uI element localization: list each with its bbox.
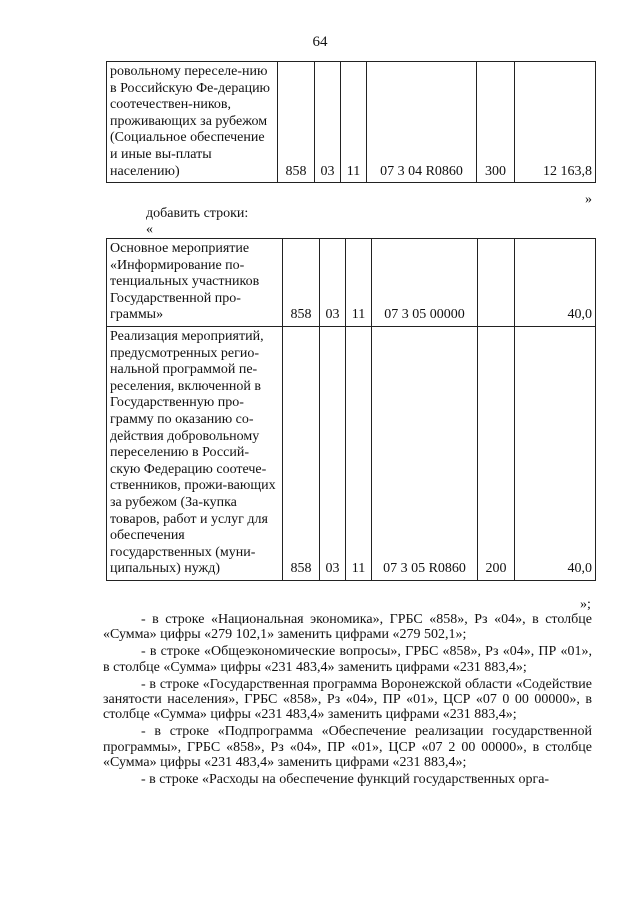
vr-cell [478, 239, 515, 327]
vr-cell: 200 [478, 326, 515, 580]
vr-cell: 300 [477, 62, 515, 183]
closing-quote-semicolon: »; [580, 597, 591, 612]
rz-cell: 03 [320, 239, 346, 327]
grbs-cell: 858 [278, 62, 315, 183]
table-row [107, 239, 596, 327]
row-name: Реализация мероприятий, предусмотренных регио-нальной программой пе-реселения, включенной в Государственную про-грамму по оказанию со-действия добровольному переселению в Россий-скую Федерацию соотече-ственников, прожи-вающих за рубежом (За-купка товаров, работ и услуг для обеспечения государственных (муни-ципальных) нужд) [107, 326, 283, 580]
add-rows-label: добавить строки: [146, 206, 249, 221]
pr-cell: 11 [346, 239, 372, 327]
rz-cell: 03 [320, 326, 346, 580]
pr-cell: 11 [346, 326, 372, 580]
row-name: Основное мероприятие «Информирование по-тенциальных участников Государственной про-граммы» [107, 239, 283, 327]
budget-table-previous [106, 61, 596, 183]
table-row [107, 326, 596, 580]
sum-cell: 40,0 [515, 326, 596, 580]
amendment-text [103, 612, 592, 789]
table-row [107, 62, 596, 183]
amendment-paragraph: - в строке «Государственная программа Воронежской области «Содействие занятости населения», ГРБС «858», Рз «04», ПР «01», ЦСР «07 0 00 00000», в столбце «Сумма» цифры «231 483,4» заменить цифрами «231 883,4»; [103, 676, 592, 723]
amendment-paragraph: - в строке «Общеэкономические вопросы», ГРБС «858», Рз «04», ПР «01», в столбце «Сумма» цифры «231 483,4» заменить цифрами «231 883,4»; [103, 644, 592, 675]
csr-cell: 07 3 05 R0860 [372, 326, 478, 580]
csr-cell: 07 3 04 R0860 [367, 62, 477, 183]
amendment-paragraph: - в строке «Подпрограмма «Обеспечение реализации государственной программы», ГРБС «858», Рз «04», ПР «01», ЦСР «07 2 00 00000», в столбце «Сумма» цифры «231 483,4» заменить цифрами «231 883,4»; [103, 724, 592, 770]
rz-cell: 03 [315, 62, 341, 183]
pr-cell: 11 [341, 62, 367, 183]
csr-cell: 07 3 05 00000 [372, 239, 478, 327]
row-name: ровольному переселе-нию в Российскую Фе-дерацию соотечествен-ников, проживающих за рубежом (Социальное обеспечение и иные вы-платы населению) [107, 62, 278, 183]
grbs-cell: 858 [283, 239, 320, 327]
sum-cell: 12 163,8 [515, 62, 596, 183]
grbs-cell: 858 [283, 326, 320, 580]
opening-quote: « [146, 222, 153, 237]
budget-table-added [106, 238, 596, 581]
amendment-paragraph: - в строке «Национальная экономика», ГРБС «858», Рз «04», в столбце «Сумма» цифры «279 102,1» заменить цифрами «279 502,1»; [103, 612, 592, 643]
amendment-paragraph: - в строке «Расходы на обеспечение функций государственных орга- [141, 772, 550, 788]
page-number: 64 [312, 34, 328, 50]
sum-cell: 40,0 [515, 239, 596, 327]
closing-quote: » [585, 192, 592, 207]
